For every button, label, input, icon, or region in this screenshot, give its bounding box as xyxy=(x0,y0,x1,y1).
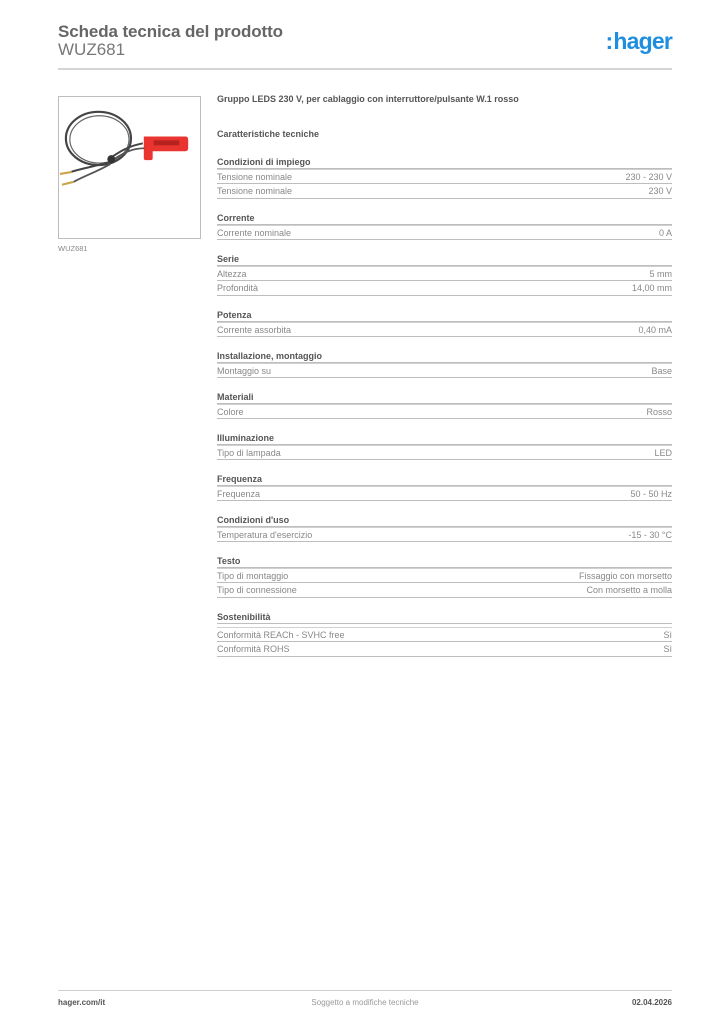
spec-label: Frequenza xyxy=(217,489,261,499)
logo-text: hager xyxy=(613,28,672,54)
spec-section xyxy=(217,472,672,501)
spec-section xyxy=(217,252,672,296)
tech-specs-heading: Caratteristiche tecniche xyxy=(217,129,320,139)
logo-colon: : xyxy=(605,28,613,54)
spec-label: Colore xyxy=(217,407,244,417)
spec-section xyxy=(217,554,672,598)
spec-label: Altezza xyxy=(217,269,247,279)
section-title: Frequenza xyxy=(217,472,672,486)
spec-sections xyxy=(217,155,672,657)
spec-content xyxy=(217,94,672,657)
section-title: Illuminazione xyxy=(217,431,672,445)
footer-date: 02.04.2026 xyxy=(631,998,672,1007)
spec-value: 0,40 mA xyxy=(638,325,672,335)
spec-label: Tensione nominale xyxy=(217,172,293,182)
spec-section xyxy=(217,349,672,378)
spec-row xyxy=(217,583,672,598)
footer-divider xyxy=(58,990,672,991)
spec-row xyxy=(217,486,672,501)
section-title: Sostenibilità xyxy=(217,610,672,624)
spec-value: 5 mm xyxy=(649,269,672,279)
spec-row xyxy=(217,281,672,296)
led-cable-illustration xyxy=(59,97,200,238)
spec-label: Tipo di connessione xyxy=(217,585,297,595)
page-title: Scheda tecnica del prodotto xyxy=(58,22,283,41)
spec-row xyxy=(217,169,672,184)
spec-row xyxy=(217,184,672,199)
spec-section xyxy=(217,211,672,240)
spec-section xyxy=(217,431,672,460)
spec-value: Fissaggio con morsetto xyxy=(578,571,672,581)
section-title: Serie xyxy=(217,252,672,266)
spec-row xyxy=(217,404,672,419)
spec-row xyxy=(217,225,672,240)
section-title: Installazione, montaggio xyxy=(217,349,672,363)
section-title: Condizioni di impiego xyxy=(217,155,672,169)
spec-label: Conformità REACh - SVHC free xyxy=(217,630,345,640)
spec-value: -15 - 30 °C xyxy=(628,530,672,540)
spec-label: Corrente assorbita xyxy=(217,325,292,335)
spec-row xyxy=(217,568,672,583)
spec-label: Tipo di lampada xyxy=(217,448,281,458)
spec-value: Base xyxy=(651,366,672,376)
spec-section xyxy=(217,610,672,657)
section-title: Potenza xyxy=(217,308,672,322)
spec-row xyxy=(217,322,672,337)
product-description: Gruppo LEDS 230 V, per cablaggio con interruttore/pulsante W.1 rosso xyxy=(217,94,519,104)
footer-notice: Soggetto a modifiche tecniche xyxy=(311,998,419,1007)
spec-section xyxy=(217,155,672,199)
spec-label: Temperatura d'esercizio xyxy=(217,530,313,540)
spec-value: 0 A xyxy=(658,228,672,238)
section-title: Condizioni d'uso xyxy=(217,513,672,527)
product-image xyxy=(58,96,201,239)
page-header xyxy=(58,20,672,70)
spec-row xyxy=(217,642,672,657)
spec-value: Con morsetto a molla xyxy=(586,585,672,595)
spec-value: Rosso xyxy=(646,407,672,417)
header-divider xyxy=(58,68,672,70)
hager-logo xyxy=(606,28,673,55)
spec-label: Tipo di montaggio xyxy=(217,571,289,581)
footer-website: hager.com/it xyxy=(58,998,106,1007)
spec-section xyxy=(217,513,672,542)
section-title: Corrente xyxy=(217,211,672,225)
image-caption: WUZ681 xyxy=(58,244,88,253)
spec-value: Sì xyxy=(663,644,672,654)
spec-value: 230 - 230 V xyxy=(625,172,672,182)
spec-value: 50 - 50 Hz xyxy=(630,489,672,499)
spec-section xyxy=(217,308,672,337)
spec-value: Sì xyxy=(663,630,672,640)
spec-label: Corrente nominale xyxy=(217,228,292,238)
spec-row xyxy=(217,527,672,542)
product-code: WUZ681 xyxy=(58,40,126,59)
spec-section xyxy=(217,390,672,419)
section-title: Testo xyxy=(217,554,672,568)
spec-value: 230 V xyxy=(648,186,672,196)
spec-label: Tensione nominale xyxy=(217,186,293,196)
page-footer xyxy=(58,998,672,1010)
spec-row xyxy=(217,627,672,642)
spec-label: Conformità ROHS xyxy=(217,644,290,654)
spec-label: Profondità xyxy=(217,283,259,293)
spec-value: 14,00 mm xyxy=(631,283,672,293)
spec-row xyxy=(217,363,672,378)
spec-row xyxy=(217,266,672,281)
section-title: Materiali xyxy=(217,390,672,404)
spec-row xyxy=(217,445,672,460)
spec-value: LED xyxy=(654,448,672,458)
spec-label: Montaggio su xyxy=(217,366,272,376)
